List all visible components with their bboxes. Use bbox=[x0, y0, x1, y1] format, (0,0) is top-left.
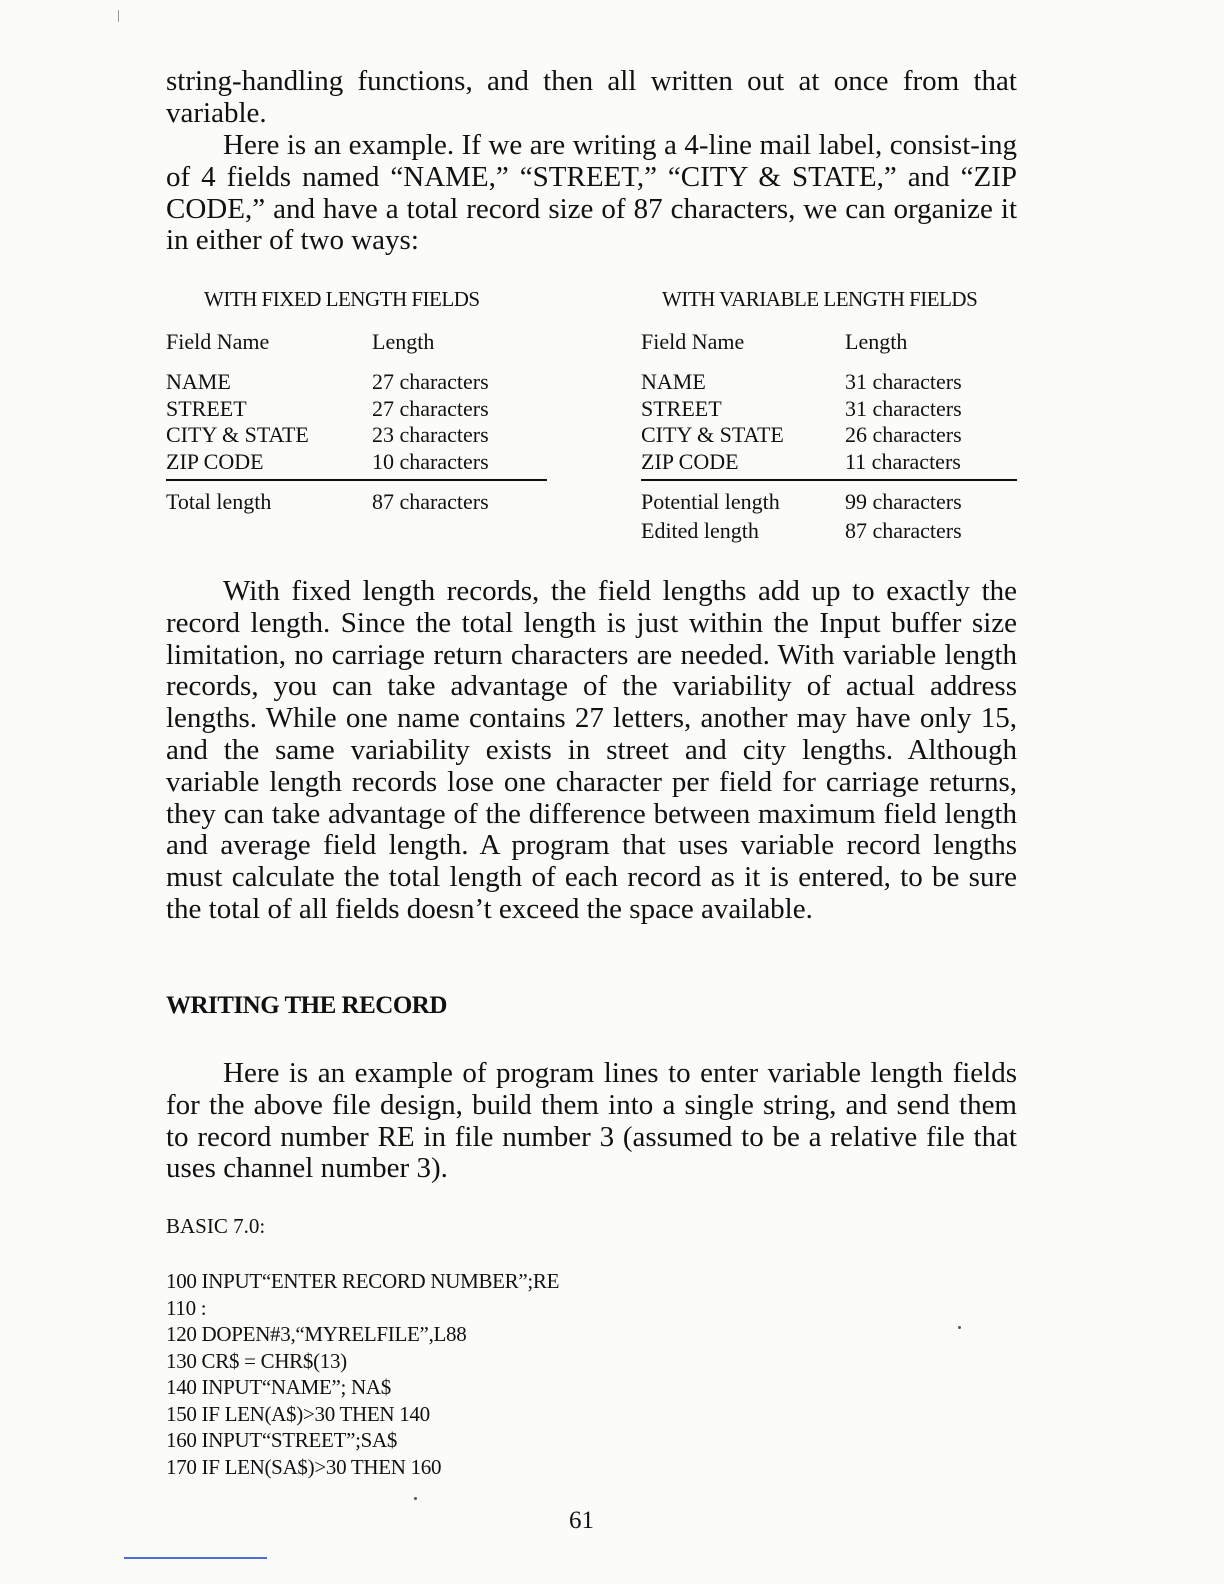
variable-row-field: NAME bbox=[641, 369, 706, 394]
variable-row-field: STREET bbox=[641, 396, 722, 421]
fixed-row-field: NAME bbox=[166, 369, 231, 394]
scan-mark bbox=[118, 10, 119, 22]
fixed-col-field-header: Field Name bbox=[166, 329, 270, 354]
fixed-table-rule bbox=[166, 479, 547, 481]
variable-table-title: WITH VARIABLE LENGTH FIELDS bbox=[662, 287, 978, 311]
fixed-row-length: 27 characters bbox=[372, 396, 489, 421]
section-heading: WRITING THE RECORD bbox=[166, 992, 447, 1019]
code-line: 170 IF LEN(SA$)>30 THEN 160 bbox=[166, 1455, 442, 1479]
variable-row-field: CITY & STATE bbox=[641, 422, 784, 447]
variable-col-field-header: Field Name bbox=[641, 329, 745, 354]
page-number: 61 bbox=[569, 1507, 594, 1534]
paragraph-record-lengths: With fixed length records, the field lengths add up to exactly the record length. Since the total length is just within the Input buffer size limitation, no carriage return characters are needed. With variable length records, you can take advantage of the variability of actual address lengths. While one name contains 27 letters, another may have only 15, and the same variability exists in street and city lengths. Although variable length records lose one character per field for carriage returns, they can take advantage of the difference between maximum field length and average field length. A program that uses variable record lengths must calculate the total length of each record as it is entered, to be sure the total of all fields doesn’t exceed the space available. bbox=[166, 575, 1017, 925]
variable-total-label: Potential length bbox=[641, 489, 780, 514]
code-line: 140 INPUT“NAME”; NA$ bbox=[166, 1375, 391, 1399]
variable-total-value: 99 characters bbox=[845, 489, 962, 514]
paragraph-program-example: Here is an example of program lines to enter variable length fields for the above file design, build them into a single string, and send them to record number RE in file number 3 (assumed to be a relative file that uses channel number 3). bbox=[166, 1057, 1017, 1185]
fixed-row-length: 23 characters bbox=[372, 422, 489, 447]
fixed-row-field: STREET bbox=[166, 396, 247, 421]
fixed-row-field: ZIP CODE bbox=[166, 449, 264, 474]
variable-col-length-header: Length bbox=[845, 329, 908, 354]
fixed-total-value: 87 characters bbox=[372, 489, 489, 514]
fixed-row-length: 10 characters bbox=[372, 449, 489, 474]
fixed-row-length: 27 characters bbox=[372, 369, 489, 394]
variable-table-rule bbox=[641, 479, 1017, 481]
paragraph-example: Here is an example. If we are writing a 4-line mail label, consist-ing of 4 fields named “NAME,” “STREET,” “CITY & STATE,” and “ZIP CODE,” and have a total record size of 87 characters, we can organize it in either of two ways: bbox=[166, 129, 1017, 257]
variable-row-field: ZIP CODE bbox=[641, 449, 739, 474]
code-line: 120 DOPEN#3,“MYRELFILE”,L88 bbox=[166, 1322, 467, 1346]
fixed-col-length-header: Length bbox=[372, 329, 435, 354]
variable-total-value: 87 characters bbox=[845, 518, 962, 543]
variable-total-label: Edited length bbox=[641, 518, 759, 543]
code-label: BASIC 7.0: bbox=[166, 1214, 266, 1238]
fixed-total-label: Total length bbox=[166, 489, 272, 514]
fixed-row-field: CITY & STATE bbox=[166, 422, 309, 447]
variable-row-length: 31 characters bbox=[845, 369, 962, 394]
fixed-table-title: WITH FIXED LENGTH FIELDS bbox=[204, 287, 480, 311]
variable-row-length: 26 characters bbox=[845, 422, 962, 447]
variable-row-length: 31 characters bbox=[845, 396, 962, 421]
code-line: 100 INPUT“ENTER RECORD NUMBER”;RE bbox=[166, 1269, 560, 1293]
scan-speck bbox=[958, 1326, 961, 1329]
variable-row-length: 11 characters bbox=[845, 449, 961, 474]
scan-speck bbox=[414, 1497, 417, 1500]
code-line: 160 INPUT“STREET”;SA$ bbox=[166, 1428, 398, 1452]
code-line: 130 CR$ = CHR$(13) bbox=[166, 1349, 347, 1373]
code-line: 110 : bbox=[166, 1296, 207, 1320]
code-line: 150 IF LEN(A$)>30 THEN 140 bbox=[166, 1402, 430, 1426]
scan-edge-line bbox=[124, 1557, 267, 1559]
paragraph-intro-continued: string-handling functions, and then all written out at once from that variable. bbox=[166, 65, 1017, 129]
